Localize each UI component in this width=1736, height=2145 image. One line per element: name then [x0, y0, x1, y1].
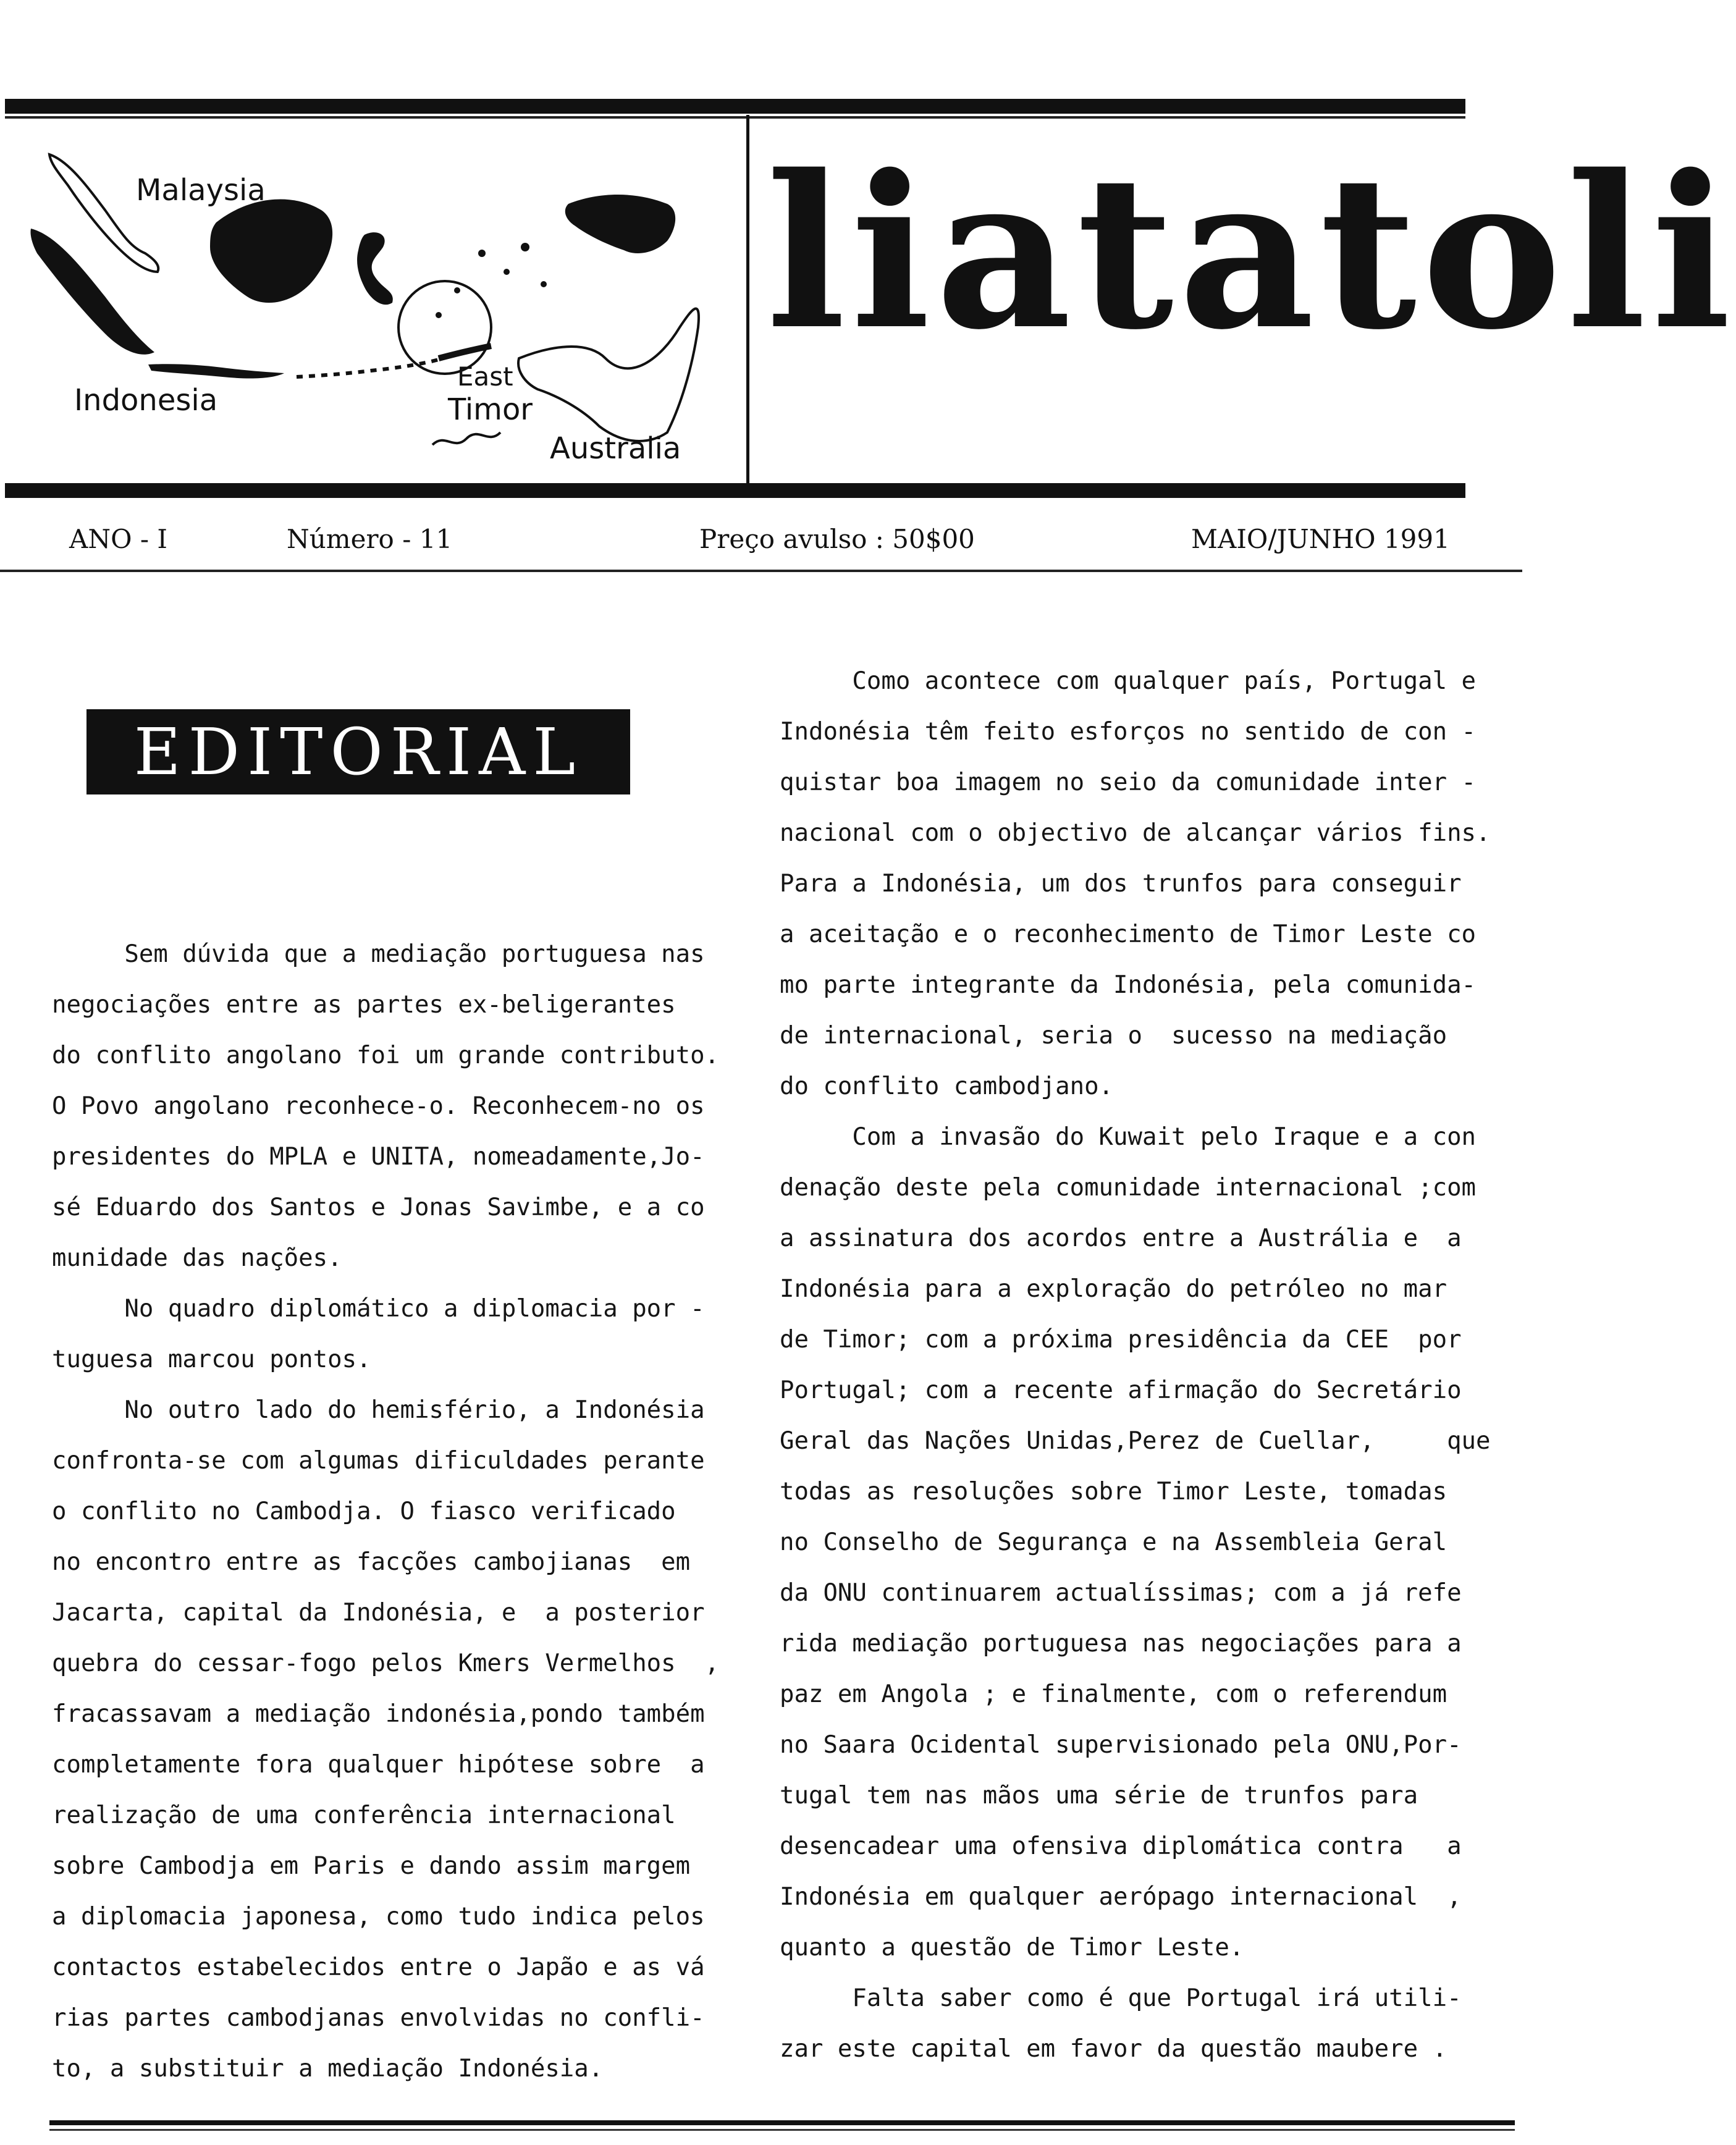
text-line: denação deste pela comunidade internacional ;com: [780, 1174, 1477, 1202]
text-line: completamente fora qualquer hipótese sobre a: [52, 1751, 705, 1779]
text-line: quistar boa imagem no seio da comunidade inter -: [780, 769, 1477, 796]
text-line: Geral das Nações Unidas,Perez de Cuellar, que: [780, 1427, 1491, 1455]
text-line: a assinatura dos acordos entre a Austrália e a: [780, 1224, 1462, 1252]
text-line: nacional com o objectivo de alcançar vários fins.: [780, 819, 1491, 847]
text-line: O Povo angolano reconhece-o. Reconhecem-no os: [52, 1092, 705, 1120]
text-line: Indonésia têm feito esforços no sentido de con -: [780, 718, 1477, 746]
text-line: realização de uma conferência internacional: [52, 1802, 676, 1829]
text-line: Indonésia para a exploração do petróleo no mar: [780, 1275, 1447, 1303]
issue-price: Preço avulso : 50$00: [699, 524, 975, 554]
text-line: todas as resoluções sobre Timor Leste, tomadas: [780, 1478, 1447, 1506]
map-label-indonesia: Indonesia: [74, 383, 218, 418]
text-line: fracassavam a mediação indonésia,pondo também: [52, 1700, 705, 1728]
text-line: Indonésia em qualquer aerópago internacional ,: [780, 1883, 1462, 1911]
text-line: quebra do cessar-fogo pelos Kmers Vermelhos ,: [52, 1650, 720, 1677]
issue-number: Número - 11: [287, 524, 453, 554]
text-line: zar este capital em favor da questão maubere .: [780, 2035, 1447, 2063]
masthead-bottom-rule: [5, 483, 1465, 498]
issue-date: MAIO/JUNHO 1991: [1191, 524, 1450, 554]
text-line: sé Eduardo dos Santos e Jonas Savimbe, e a co: [52, 1194, 705, 1221]
text-line: to, a substituir a mediação Indonésia.: [52, 2055, 604, 2083]
text-line: de Timor; com a próxima presidência da CEE por: [780, 1326, 1462, 1354]
map-label-malaysia: Malaysia: [136, 173, 266, 208]
publication-logo: liatatoli: [766, 130, 1736, 376]
text-line: Com a invasão do Kuwait pelo Iraque e a con: [780, 1123, 1477, 1151]
text-line: do conflito angolano foi um grande contributo.: [52, 1042, 720, 1069]
text-line: no Saara Ocidental supervisionado pela ONU,Por-: [780, 1731, 1462, 1759]
text-line: Falta saber como é que Portugal irá utili-: [780, 1984, 1462, 2012]
footer-rule: [49, 2120, 1515, 2125]
text-line: mo parte integrante da Indonésia, pela comunida-: [780, 971, 1477, 999]
masthead-top-rule: [5, 99, 1465, 114]
masthead-top-thin-rule: [5, 116, 1465, 119]
text-line: de internacional, seria o sucesso na mediação: [780, 1022, 1447, 1050]
text-line: a diplomacia japonesa, como tudo indica pelos: [52, 1903, 705, 1931]
text-line: No quadro diplomático a diplomacia por -: [52, 1295, 705, 1323]
footer-thin-rule: [49, 2129, 1515, 2131]
text-line: do conflito cambodjano.: [780, 1072, 1114, 1100]
text-line: negociações entre as partes ex-beligerantes: [52, 991, 676, 1019]
region-map: [12, 124, 741, 482]
text-line: a aceitação e o reconhecimento de Timor Leste co: [780, 921, 1477, 948]
map-label-east: East: [457, 361, 513, 392]
text-line: no Conselho de Segurança e na Assembleia Geral: [780, 1528, 1447, 1556]
text-line: contactos estabelecidos entre o Japão e as vá: [52, 1953, 705, 1981]
text-line: no encontro entre as facções cambojianas em: [52, 1548, 691, 1576]
info-rule: [0, 570, 1522, 572]
text-line: da ONU continuarem actualíssimas; com a já refe: [780, 1579, 1462, 1607]
text-line: rida mediação portuguesa nas negociações para a: [780, 1630, 1462, 1658]
text-line: Sem dúvida que a mediação portuguesa nas: [52, 940, 705, 968]
text-line: Jacarta, capital da Indonésia, e a posterior: [52, 1599, 705, 1627]
text-line: tugal tem nas mãos uma série de trunfos para: [780, 1782, 1418, 1810]
issue-year: ANO - I: [69, 524, 167, 554]
text-line: paz em Angola ; e finalmente, com o referendum: [780, 1680, 1447, 1708]
text-line: tuguesa marcou pontos.: [52, 1346, 371, 1373]
text-line: No outro lado do hemisfério, a Indonésia: [52, 1396, 705, 1424]
text-line: o conflito no Cambodja. O fiasco verificado: [52, 1498, 676, 1525]
text-line: rias partes cambodjanas envolvidas no confli-: [52, 2004, 705, 2032]
text-line: presidentes do MPLA e UNITA, nomeadamente,Jo-: [52, 1143, 705, 1171]
right-column: [780, 656, 1521, 2075]
text-line: munidade das nações.: [52, 1244, 342, 1272]
editorial-heading: EDITORIAL: [86, 709, 630, 794]
text-line: Para a Indonésia, um dos trunfos para conseguir: [780, 870, 1462, 898]
region-map-drawing: [12, 124, 741, 482]
text-line: confronta-se com algumas dificuldades perante: [52, 1447, 705, 1475]
map-label-timor: Timor: [448, 392, 533, 427]
text-line: desencadear uma ofensiva diplomática contra a: [780, 1832, 1462, 1860]
text-line: Como acontece com qualquer país, Portugal e: [780, 667, 1477, 695]
text-line: quanto a questão de Timor Leste.: [780, 1934, 1244, 1962]
map-label-australia: Australia: [550, 431, 681, 466]
masthead-divider: [746, 115, 749, 486]
text-line: Portugal; com a recente afirmação do Secretário: [780, 1376, 1462, 1404]
text-line: sobre Cambodja em Paris e dando assim margem: [52, 1852, 691, 1880]
left-column: [52, 929, 744, 2094]
